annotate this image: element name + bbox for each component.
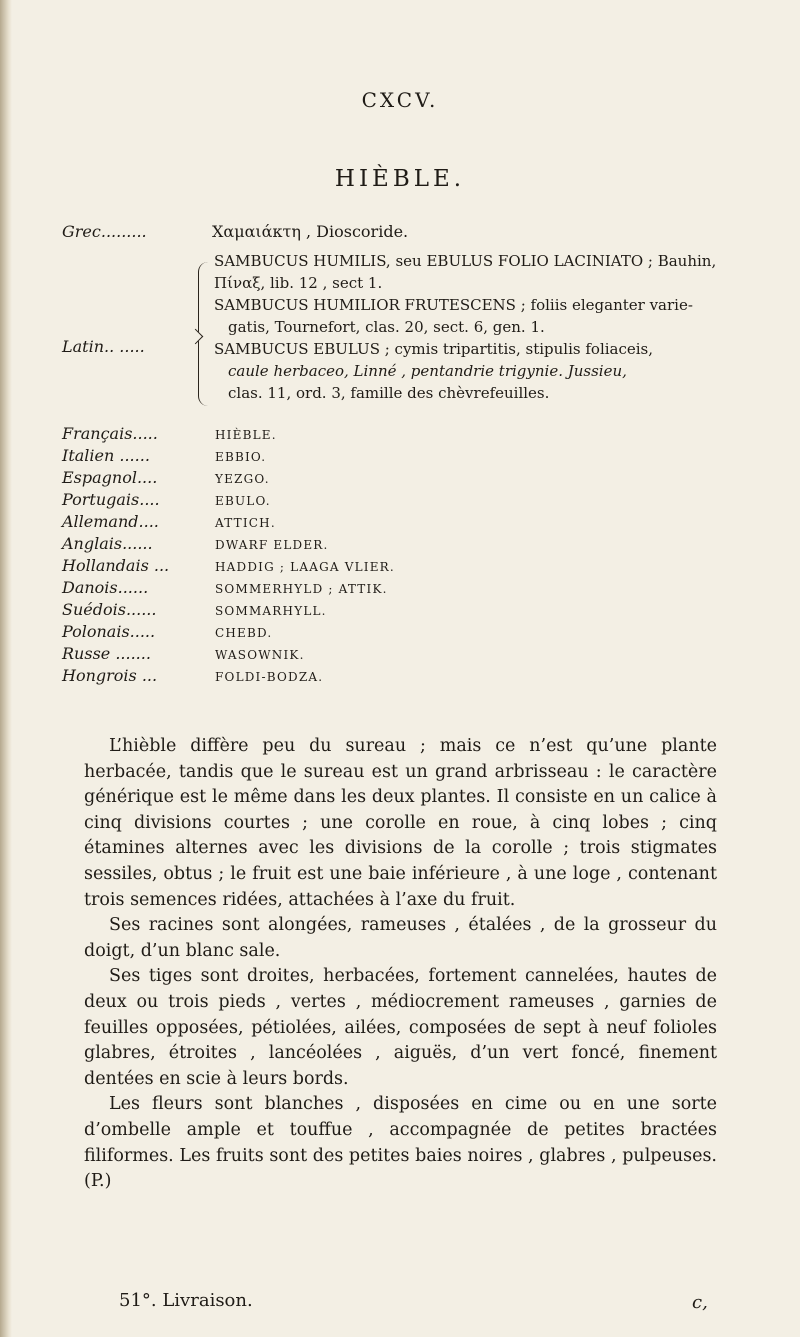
- signature-mark: 51°. Livraison.: [119, 1290, 253, 1311]
- language-label: Portugais....: [62, 490, 160, 509]
- vernacular-row: [62, 600, 327, 619]
- vernacular-name: FOLDI-BODZA.: [215, 670, 324, 684]
- latin-line-5: SAMBUCUS EBULUS ; cymis tripartitis, stipulis foliaceis,: [214, 340, 654, 358]
- vernacular-name: SOMMARHYLL.: [215, 604, 327, 618]
- paragraph: Ses tiges sont droites, herbacées, fortement cannelées, hautes de deux ou trois pieds , vertes , médiocrement rameuses , garnies de feuilles opposées, pétiolées, ailées, composées de sept à neuf folioles glabres, étroites , lancéolées , aiguës, d’un vert foncé, finement dentées en scie à leurs bords.: [84, 966, 717, 1089]
- greek-label: Grec.........: [62, 222, 147, 241]
- latin-line-2: Πίναξ, lib. 12 , sect 1.: [214, 274, 383, 292]
- language-label: Danois......: [62, 578, 149, 597]
- vernacular-row: [62, 512, 276, 531]
- paragraph: Les fleurs sont blanches , disposées en cime ou en une sorte d’ombelle ample et touffue , accompagnée de petites bractées filiformes. Les fruits sont des petites baies noires , glabres , pulpeuses. (P.): [84, 1094, 717, 1192]
- latin-line-7: clas. 11, ord. 3, famille des chèvrefeuilles.: [228, 384, 550, 402]
- language-label: Hongrois ...: [62, 666, 158, 685]
- latin-line-6: caule herbaceo, Linné , pentandrie trigynie. Jussieu,: [228, 362, 627, 380]
- language-label: Hollandais ...: [62, 556, 170, 575]
- plate-number: CXCV.: [361, 88, 439, 112]
- vernacular-name: ATTICH.: [215, 516, 276, 530]
- vernacular-row: [62, 556, 395, 575]
- vernacular-row: [62, 666, 323, 685]
- latin-line-1: SAMBUCUS HUMILIS, seu EBULUS FOLIO LACINIATO ; Bauhin,: [214, 252, 717, 270]
- paragraph: L’hièble diffère peu du sureau ; mais ce n’est qu’une plante herbacée, tandis que le sureau est un grand arbrisseau : le caractère générique est le même dans les deux plantes. Il consiste en un calice à cinq divisions courtes ; une corolle en roue, à cinq lobes ; cinq étamines alternes avec les divisions de la corolle ; trois stigmates sessiles, obtus ; le fruit est une baie inférieure , à une loge , contenant trois semences ridées, attachées à l’axe du fruit.: [84, 736, 717, 910]
- vernacular-name: EBBIO.: [215, 450, 267, 464]
- language-label: Anglais......: [62, 534, 153, 553]
- greek-name-row: [62, 222, 408, 241]
- description-body: [84, 734, 717, 1195]
- greek-name: Χαμαιάκτη , Dioscoride.: [212, 222, 409, 241]
- language-label: Français.....: [62, 424, 158, 443]
- vernacular-name: YEZGO.: [215, 472, 270, 486]
- vernacular-name: CHEBD.: [215, 626, 273, 640]
- vernacular-name: EBULO.: [215, 494, 271, 508]
- vernacular-row: [62, 534, 329, 553]
- vernacular-name: HADDIG ; LAAGA VLIER.: [215, 560, 395, 574]
- vernacular-name: HIÈBLE.: [215, 428, 277, 442]
- language-label: Polonais.....: [62, 622, 156, 641]
- vernacular-row: [62, 490, 271, 509]
- language-label: Russe .......: [62, 644, 151, 663]
- vernacular-name: SOMMERHYLD ; ATTIK.: [215, 582, 388, 596]
- vernacular-name: DWARF ELDER.: [215, 538, 329, 552]
- page-title: HIÈBLE.: [334, 166, 466, 192]
- vernacular-row: [62, 622, 272, 641]
- vernacular-row: [62, 424, 277, 443]
- latin-line-4: gatis, Tournefort, clas. 20, sect. 6, gen. 1.: [228, 318, 545, 336]
- paragraph: Ses racines sont alongées, rameuses , étalées , de la grosseur du doigt, d’un blanc sale.: [84, 915, 717, 961]
- vernacular-row: [62, 468, 270, 487]
- latin-line-3: SAMBUCUS HUMILIOR FRUTESCENS ; foliis eleganter varie-: [214, 296, 693, 314]
- language-label: Italien ......: [62, 446, 150, 465]
- latin-label: Latin.. .....: [62, 337, 145, 356]
- vernacular-row: [62, 578, 388, 597]
- catchword: c,: [692, 1292, 708, 1313]
- vernacular-row: [62, 446, 266, 465]
- vernacular-name: WASOWNIK.: [215, 648, 305, 662]
- vernacular-row: [62, 644, 305, 663]
- language-label: Suédois......: [62, 600, 157, 619]
- language-label: Allemand....: [62, 512, 159, 531]
- language-label: Espagnol....: [62, 468, 158, 487]
- page-edge-shadow: [0, 0, 12, 1337]
